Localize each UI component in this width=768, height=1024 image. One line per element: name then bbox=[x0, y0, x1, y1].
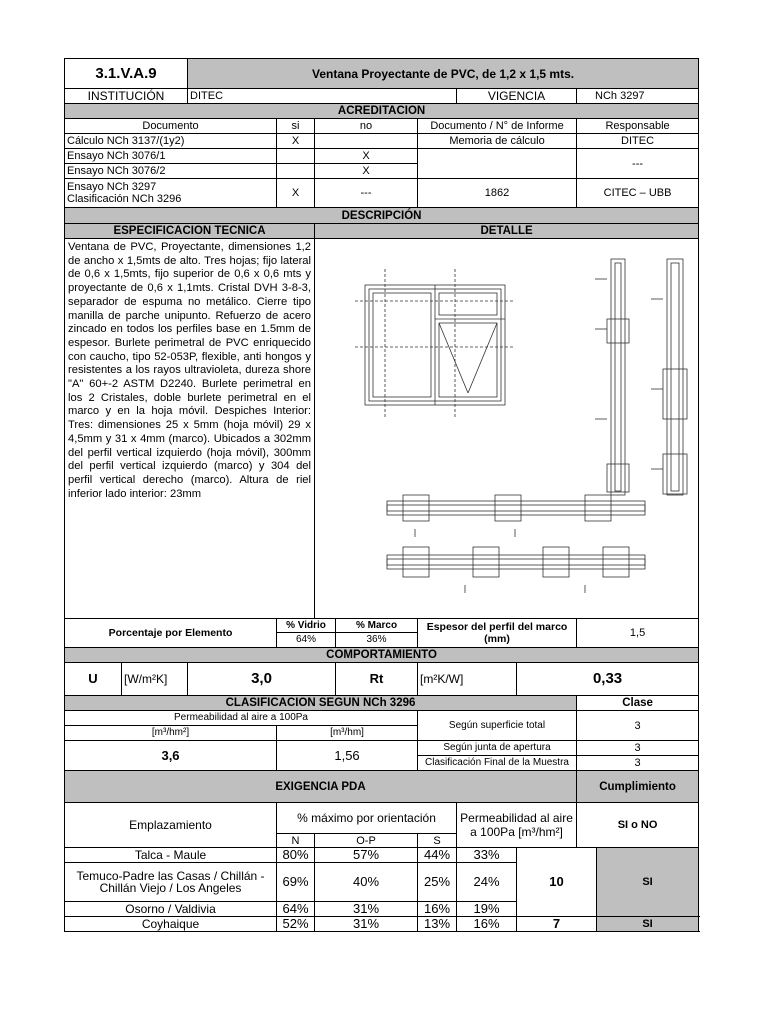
pda-lugar: Temuco-Padre las Casas / Chillán - Chillán Viejo / Los Angeles bbox=[65, 863, 277, 902]
spec-title: ESPECIFICACION TECNICA bbox=[65, 224, 315, 239]
clase-row-label: Según junta de apertura bbox=[418, 741, 577, 756]
vidrio-label: % Vidrio bbox=[277, 619, 336, 633]
acred-doc-line2: Clasificación NCh 3296 bbox=[67, 193, 182, 205]
table-row bbox=[65, 179, 699, 208]
acred-resp: DITEC bbox=[577, 134, 699, 149]
acred-resp: --- bbox=[577, 149, 699, 179]
clase-row-value: 3 bbox=[577, 711, 699, 741]
espesor-label: Espesor del perfil del marco (mm) bbox=[418, 619, 577, 648]
institucion-label: INSTITUCIÓN bbox=[65, 89, 188, 104]
acred-si bbox=[277, 149, 315, 164]
u-label: U bbox=[65, 663, 122, 696]
ficha-tecnica bbox=[64, 58, 698, 956]
cumplimiento-label: Cumplimiento bbox=[577, 771, 699, 803]
table-row bbox=[65, 149, 699, 164]
pda-s: 44% bbox=[418, 848, 457, 863]
vidrio-value: 64% bbox=[277, 633, 336, 648]
unit-m3hm: [m³/hm] bbox=[277, 726, 418, 741]
pda-cumple-1: SI bbox=[597, 848, 699, 917]
doc-title: Ventana Proyectante de PVC, de 1,2 x 1,5 mts. bbox=[188, 59, 699, 89]
rt-label: Rt bbox=[336, 663, 418, 696]
comportamiento-title: COMPORTAMIENTO bbox=[65, 648, 699, 663]
pda-pond: 19% bbox=[457, 902, 517, 917]
pda-n: 80% bbox=[277, 848, 315, 863]
pda-n: 69% bbox=[277, 863, 315, 902]
pda-op: 31% bbox=[315, 917, 418, 932]
pda-perm-1: 10 bbox=[517, 848, 597, 917]
clase-row-value: 3 bbox=[577, 756, 699, 771]
descripcion-title: DESCRIPCIÓN bbox=[65, 208, 699, 224]
pda-title: EXIGENCIA PDA bbox=[65, 771, 577, 803]
pda-op: 31% bbox=[315, 902, 418, 917]
clase-row-label: Según superficie total bbox=[418, 711, 577, 741]
rt-value: 0,33 bbox=[517, 663, 699, 696]
permeabilidad-label: Permeabilidad al aire a 100Pa [m³/hm²] bbox=[457, 803, 577, 848]
clase-row-label: Clasificación Final de la Muestra bbox=[418, 756, 577, 771]
u-unit: [W/m²K] bbox=[122, 663, 188, 696]
pda-lugar: Osorno / Valdivia bbox=[65, 902, 277, 917]
acred-doc: Cálculo NCh 3137/(1y2) bbox=[65, 134, 277, 149]
detail-title: DETALLE bbox=[315, 224, 699, 239]
acred-informe-empty bbox=[418, 149, 577, 179]
perm-value-2: 1,56 bbox=[277, 741, 418, 771]
acred-doc bbox=[65, 179, 277, 208]
col-si: si bbox=[277, 119, 315, 134]
institucion-value: DITEC bbox=[188, 89, 457, 104]
pda-pond: 24% bbox=[457, 863, 517, 902]
marco-label: % Marco bbox=[336, 619, 418, 633]
vigencia-value: NCh 3297 bbox=[577, 89, 699, 104]
acred-doc: Ensayo NCh 3076/1 bbox=[65, 149, 277, 164]
clase-row-value: 3 bbox=[577, 741, 699, 756]
vigencia-label: VIGENCIA bbox=[457, 89, 577, 104]
table-row bbox=[65, 848, 699, 863]
col-no: no bbox=[315, 119, 418, 134]
acred-no: X bbox=[315, 164, 418, 179]
pda-op: 57% bbox=[315, 848, 418, 863]
table-row bbox=[65, 917, 699, 932]
pda-n: 64% bbox=[277, 902, 315, 917]
perm-label: Permeabilidad al aire a 100Pa bbox=[65, 711, 418, 726]
doc-code: 3.1.V.A.9 bbox=[65, 59, 188, 89]
spec-text: Ventana de PVC, Proyectante, dimensiones 1,2 de ancho x 1,5mts de alto. Tres hojas; fijo lateral de 0,6 x 1,5mts, fijo superior de 0,6 x 0,6 mts y proyectante de 0,6 x 1,1mts. Cristal DVH 3-8-3, separador de espuma no metálico. Cierre tipo manilla de parche unipunto. Refuerzo de acero zincado en todos los perfiles base en 1.5mm de espesor. Burlete perimetral de PVC enriquecido con caucho, tipo 52-053P, flexible, anti hongos y resistentes a los rayos ultravioleta, dureza shore "A" 60+-2 ASTM D2240. Burlete perimetral en los 2 Cristales, doble burlete perimetral en el marco y en la hoja móvil. Despiches Interior: Tres: dimensiones 25 x 5mm (hoja móvil) 29 x 4,5mm y 31 x 4mm (marco). Ubicados a 302mm del perfil vertical izquierdo (hoja móvil), 300mm del perfil vertical izquierdo (marco) y 304 del perfil vertical derecho (marco). Altura de riel inferior lado interior: 23mm bbox=[65, 239, 315, 619]
rt-unit: [m²K/W] bbox=[418, 663, 517, 696]
col-s: S bbox=[418, 834, 457, 848]
ficha-table bbox=[64, 58, 699, 932]
u-value: 3,0 bbox=[188, 663, 336, 696]
pda-pond: 16% bbox=[457, 917, 517, 932]
pda-s: 13% bbox=[418, 917, 457, 932]
acred-no: --- bbox=[315, 179, 418, 208]
orientacion-label: % máximo por orientación bbox=[277, 803, 457, 834]
acred-resp: CITEC – UBB bbox=[577, 179, 699, 208]
table-row bbox=[65, 134, 699, 149]
clase-label: Clase bbox=[577, 696, 699, 711]
pda-op: 40% bbox=[315, 863, 418, 902]
col-responsable: Responsable bbox=[577, 119, 699, 134]
col-n: N bbox=[277, 834, 315, 848]
col-documento: Documento bbox=[65, 119, 277, 134]
pda-cumple-2: SI bbox=[597, 917, 699, 932]
acred-no: X bbox=[315, 149, 418, 164]
col-informe: Documento / N° de Informe bbox=[418, 119, 577, 134]
acred-si bbox=[277, 164, 315, 179]
acred-informe: 1862 bbox=[418, 179, 577, 208]
pda-n: 52% bbox=[277, 917, 315, 932]
col-op: O-P bbox=[315, 834, 418, 848]
acred-doc-line1: Ensayo NCh 3297 bbox=[67, 181, 157, 193]
espesor-value: 1,5 bbox=[577, 619, 699, 648]
acred-informe: Memoria de cálculo bbox=[418, 134, 577, 149]
pda-lugar: Talca - Maule bbox=[65, 848, 277, 863]
acreditacion-title: ACREDITACION bbox=[65, 104, 699, 119]
perm-value-1: 3,6 bbox=[65, 741, 277, 771]
clasificacion-title: CLASIFICACION SEGUN NCh 3296 bbox=[65, 696, 577, 711]
pda-lugar: Coyhaique bbox=[65, 917, 277, 932]
acred-doc: Ensayo NCh 3076/2 bbox=[65, 164, 277, 179]
acred-no bbox=[315, 134, 418, 149]
sino-label: SI o NO bbox=[577, 803, 699, 848]
pda-s: 16% bbox=[418, 902, 457, 917]
pda-s: 25% bbox=[418, 863, 457, 902]
acred-si: X bbox=[277, 134, 315, 149]
detail-drawing bbox=[315, 239, 699, 619]
porcentaje-label: Porcentaje por Elemento bbox=[65, 619, 277, 648]
pda-pond: 33% bbox=[457, 848, 517, 863]
unit-m3hm2: [m³/hm²] bbox=[65, 726, 277, 741]
marco-value: 36% bbox=[336, 633, 418, 648]
window-drawing-icon bbox=[315, 239, 699, 618]
emplazamiento-label: Emplazamiento bbox=[65, 803, 277, 848]
acred-si: X bbox=[277, 179, 315, 208]
pda-perm-2: 7 bbox=[517, 917, 597, 932]
